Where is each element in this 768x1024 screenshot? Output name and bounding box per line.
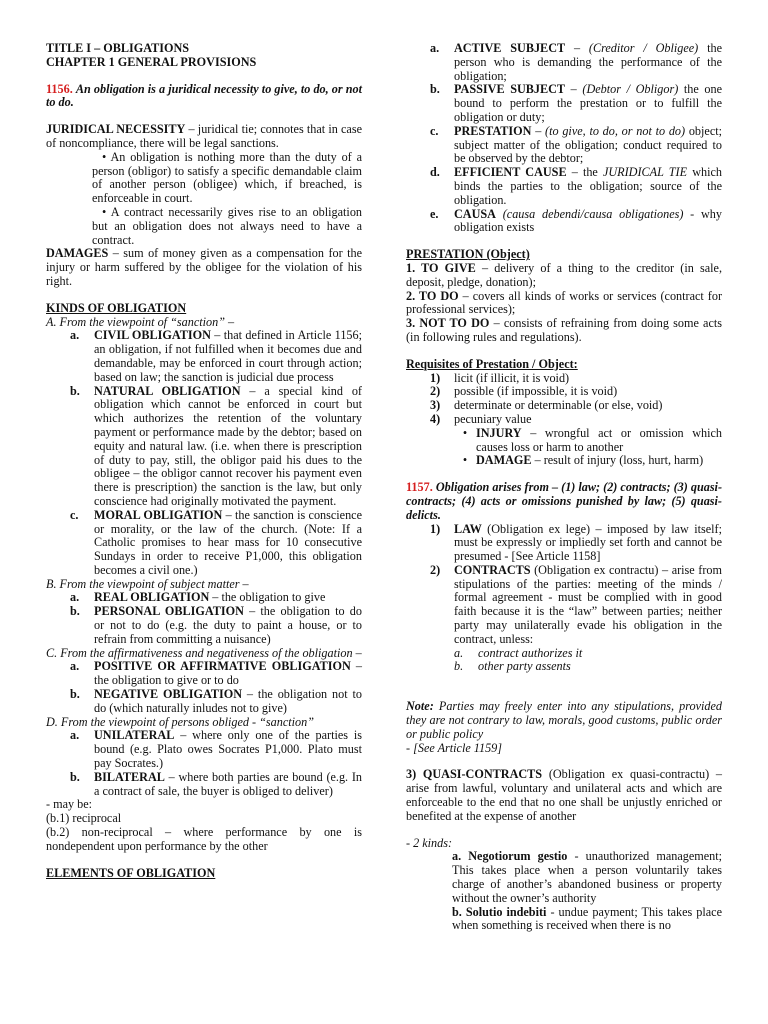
quasi-contract-kinds <box>406 850 722 933</box>
juridical-necessity-def: – juridical tie; connotes that in case of noncompliance, there will be legal sanctions. <box>46 122 362 150</box>
list-item: 1) LAW (Obligation ex lege) – imposed by law itself; must be expressly or impliedly set forth and cannot be presumed - [See Article 1158] <box>430 521 722 564</box>
group-c-list <box>46 660 362 715</box>
list-item: 4) pecuniary value <box>430 411 532 426</box>
article-1157-number: 1157. <box>406 480 433 495</box>
article-1156-text: An obligation is a juridical necessity to give, to do, or not to do. <box>46 81 362 110</box>
group-b-list <box>46 591 362 646</box>
article-1156-number: 1156. <box>46 81 73 96</box>
article-1157 <box>406 481 722 522</box>
list-item: 1) licit (if illicit, it is void) <box>430 370 570 385</box>
article-1156 <box>46 83 362 111</box>
elements-list <box>406 42 722 235</box>
left-column <box>46 42 362 880</box>
list-item: c. PRESTATION – (to give, to do, or not to do) object; subject matter of the obligation; conduct required to be observed by the debtor; <box>430 123 722 166</box>
requisites-heading: Requisites of Prestation / Object: <box>406 356 578 371</box>
list-item: a. contract authorizes it <box>454 645 583 660</box>
list-item: 2) CONTRACTS (Obligation ex contractu) – arise from stipulations of the parties: meeting of the minds / formal agreement - must be complied with in good faith because it is the “law” between parties; neither party may unilaterally evade his obligation in the contract, unless: <box>430 562 722 646</box>
two-kinds: - 2 kinds: <box>406 835 453 850</box>
list-item: a. UNILATERAL – where only one of the parties is bound (e.g. Plato owes Socrates P1,000. Plato must pay Socrates.) <box>70 728 362 771</box>
sources-list <box>406 523 722 675</box>
list-item: e. CAUSA (causa debendi/causa obligationes) - why obligation exists <box>430 206 722 235</box>
requisite-bullets <box>430 427 722 468</box>
prestation-item: 3. NOT TO DO – consists of refraining from doing some acts (in following rules and regulations). <box>406 316 722 344</box>
jn-bullets <box>46 151 362 248</box>
jn-bullet: • An obligation is nothing more than the duty of a person (obligor) to satisfy a specific demandable claim of another person (obligee) which, if breached, is enforceable in court. <box>92 149 362 206</box>
kind-item: a. Negotiorum gestio - unauthorized management; This takes place when a person voluntarily takes charge of another’s abandoned business or property without the owner’s authority <box>452 849 722 905</box>
quasi-contracts: 3) QUASI-CONTRACTS (Obligation ex quasi-contractu) – arise from lawful, voluntary and unilateral acts and which are enforceable to the end that no one shall be unjustly enriched or benefited at the expense of another <box>406 767 722 823</box>
list-item: d. EFFICIENT CAUSE – the JURIDICAL TIE which binds the parties to the obligation; source of the obligation. <box>430 165 722 207</box>
title: TITLE I – OBLIGATIONS <box>46 41 190 55</box>
b1-reciprocal: (b.1) reciprocal <box>46 811 122 826</box>
juridical-necessity <box>46 123 362 151</box>
elements-heading: ELEMENTS OF OBLIGATION <box>46 865 216 880</box>
b2-non-reciprocal: (b.2) non-reciprocal – where performance by one is nondependent upon performance by the other <box>46 825 362 853</box>
list-item: a. POSITIVE OR AFFIRMATIVE OBLIGATION – the obligation to give or to do <box>70 659 362 688</box>
note-reference: - [See Article 1159] <box>406 740 503 755</box>
bullet-item: • INJURY – wrongful act or omission which causes loss or harm to another <box>462 425 722 454</box>
list-item: 3) determinate or determinable (or else, void) <box>430 398 663 413</box>
list-item: b. NEGATIVE OBLIGATION – the obligation not to do (which naturally inludes not to give) <box>70 687 362 715</box>
list-item: a. ACTIVE SUBJECT – (Creditor / Obligee) the person who is demanding the performance of the obligation; <box>430 41 722 83</box>
list-item: b. BILATERAL – where both parties are bound (e.g. In a contract of sale, the buyer is obliged to deliver) <box>70 769 362 798</box>
group-b-title: B. From the viewpoint of subject matter – <box>46 576 249 591</box>
list-item: a. REAL OBLIGATION – the obligation to give <box>70 590 326 605</box>
damages-term: DAMAGES <box>46 246 109 261</box>
list-item: 2) possible (if impossible, it is void) <box>430 384 618 399</box>
list-item: a. CIVIL OBLIGATION – that defined in Article 1156; an obligation, if not fulfilled when it becomes due and demandable, may be enforced in court through action; based on law; the sanction is judicial due process <box>70 328 362 384</box>
prestation-item: 2. TO DO – covers all kinds of works or services (contract for professional services); <box>406 288 723 317</box>
list-item: b. PERSONAL OBLIGATION – the obligation to do or not to do (e.g. the duty to paint a house, or to refrain from committing a nuisance) <box>70 604 362 646</box>
group-d-title: D. From the viewpoint of persons obliged - “sanction” <box>46 714 314 729</box>
kind-item: b. Solutio indebiti - undue payment; This takes place when something is received when there is no <box>452 904 722 933</box>
may-be: - may be: <box>46 797 93 812</box>
list-item: b. other party assents <box>454 659 571 674</box>
chapter-heading: CHAPTER 1 GENERAL PROVISIONS <box>46 54 257 69</box>
damages-def: – sum of money given as a compensation for the injury or harm suffered by the obligee for the violation of his right. <box>46 246 362 288</box>
group-a-list <box>46 329 362 577</box>
group-d-list <box>46 729 362 798</box>
jn-bullet: • A contract necessarily gives rise to an obligation but an obligation does not always need to have a contract. <box>92 204 363 247</box>
juridical-necessity-term: JURIDICAL NECESSITY <box>46 122 186 137</box>
group-a-title: A. From the viewpoint of “sanction” – <box>46 314 235 329</box>
article-1157-text: Obligation arises from – (1) law; (2) contracts; (3) quasi-contracts; (4) acts or omissions punished by law; (5) quasi-delicts. <box>406 480 723 522</box>
requisites-list <box>406 372 722 469</box>
group-c-title: C. From the affirmativeness and negativeness of the obligation – <box>46 645 362 660</box>
kinds-heading: KINDS OF OBLIGATION <box>46 300 187 315</box>
list-item: b. PASSIVE SUBJECT – (Debtor / Obligor) the one bound to perform the prestation or to fulfill the obligation or duty; <box>430 82 723 124</box>
right-column <box>406 42 722 933</box>
prestation-item: 1. TO GIVE – delivery of a thing to the creditor (in sale, deposit, pledge, donation); <box>406 260 722 289</box>
list-item: b. NATURAL OBLIGATION – a special kind of obligation which cannot be enforced in court but which authorizes the retention of the voluntary payment or performance made by the debtor; based on equity and natural law. (i.e. when there is prescription of duty to pay, still, the obligor paid his dues to the obligee – the obligor cannot recover his payment even there is prescription) the sanction is the law, but only conscience had originally motivated the payment. <box>70 383 362 508</box>
prestation-heading: PRESTATION (Object) <box>406 247 530 262</box>
damages <box>46 247 362 288</box>
contract-exceptions <box>430 647 722 675</box>
bullet-item: • DAMAGE – result of injury (loss, hurt, harm) <box>462 453 704 468</box>
list-item: c. MORAL OBLIGATION – the sanction is conscience or morality, or the law of the church. (Note: If a Catholic promises to hear mass for 10 consecutive Sundays in order to receive P1,000, this obligation becomes a civil one.) <box>70 507 362 577</box>
note: Note: Parties may freely enter into any stipulations, provided they are not contrary to law, morals, good customs, public order or public policy <box>406 699 722 741</box>
